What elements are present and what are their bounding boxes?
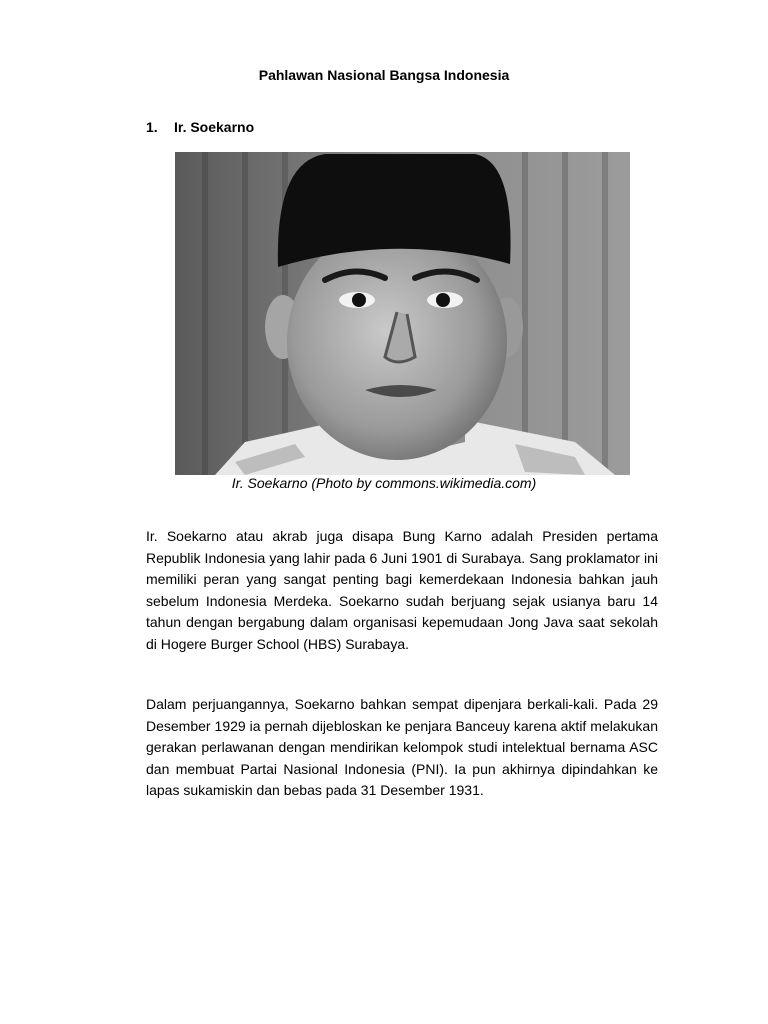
portrait-photo: [175, 152, 630, 475]
section-heading: [146, 119, 254, 135]
paragraph-1: Ir. Soekarno atau akrab juga disapa Bung Karno adalah Presiden pertama Republik Indonesia yang lahir pada 6 Juni 1901 di Surabaya. Sang proklamator ini memiliki peran yang sangat penting bagi kemerdekaan Indonesia bahkan jauh sebelum Indonesia Merdeka. Soekarno sudah berjuang sejak usianya baru 14 tahun dengan bergabung dalam organisasi kepemudaan Jong Java saat sekolah di Hogere Burger School (HBS) Surabaya.: [146, 528, 658, 652]
paragraph-2: Dalam perjuangannya, Soekarno bahkan sempat dipenjara berkali-kali. Pada 29 Desember 1929 ia pernah dijebloskan ke penjara Banceuy karena aktif melakukan gerakan perlawanan dengan mendirikan kelompok studi intelektual bernama ASC dan membuat Partai Nasional Indonesia (PNI). Ia pun akhirnya dipindahkan ke lapas sukamiskin dan bebas pada 31 Desember 1931.: [146, 696, 658, 799]
document-title: Pahlawan Nasional Bangsa Indonesia: [258, 67, 510, 83]
photo-caption: Ir. Soekarno (Photo by commons.wikimedia.com): [231, 475, 537, 491]
portrait-illustration: [175, 152, 630, 475]
section-heading-text: Ir. Soekarno: [174, 119, 255, 135]
section-number: 1.: [146, 119, 158, 135]
